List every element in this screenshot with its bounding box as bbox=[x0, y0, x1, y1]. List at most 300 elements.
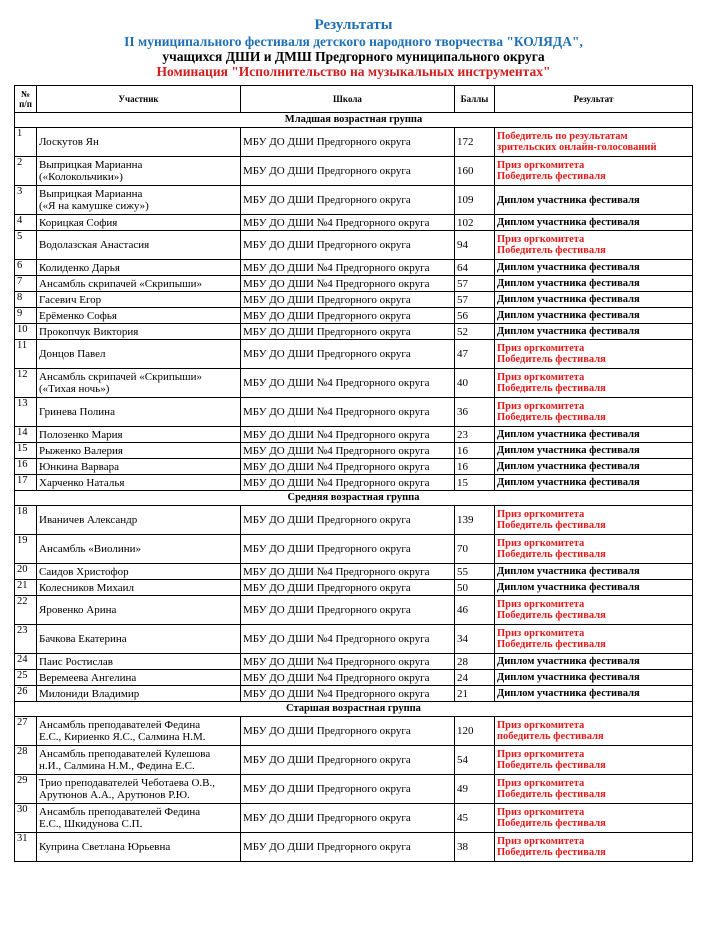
section-header-row bbox=[15, 113, 693, 128]
score-text: 49 bbox=[457, 783, 468, 795]
school-text: МБУ ДО ДШИ Предгорного округа bbox=[243, 841, 411, 853]
row-number-text: 31 bbox=[17, 833, 28, 844]
row-number bbox=[15, 369, 37, 398]
row-number-text: 26 bbox=[17, 686, 28, 697]
column-header-participant: Участник bbox=[37, 86, 241, 113]
participant-name-line: Е.С., Шкидунова С.П. bbox=[39, 818, 143, 830]
result-cell bbox=[495, 564, 693, 580]
result-cell bbox=[495, 654, 693, 670]
row-number bbox=[15, 625, 37, 654]
school-cell bbox=[241, 324, 455, 340]
score-text: 109 bbox=[457, 194, 474, 206]
school-text: МБУ ДО ДШИ №4 Предгорного округа bbox=[243, 565, 430, 578]
row-number bbox=[15, 775, 37, 804]
row-number bbox=[15, 186, 37, 215]
result-line: Диплом участника фестиваля bbox=[497, 656, 640, 667]
participant-name-line: Юнкина Варвара bbox=[39, 460, 119, 473]
school-text: МБУ ДО ДШИ Предгорного округа bbox=[243, 725, 411, 737]
result-line: Приз оргкомитета bbox=[497, 234, 585, 245]
participant-name-line: Арутюнов А.А., Арутюнов Р.Ю. bbox=[39, 789, 190, 801]
participant-name-line: Яровенко Арина bbox=[39, 604, 117, 616]
score-text: 21 bbox=[457, 687, 468, 700]
participant-name-line: Ансамбль преподавателей Федина bbox=[39, 806, 201, 818]
participant-cell bbox=[37, 276, 241, 292]
score-cell bbox=[455, 686, 495, 702]
score-text: 94 bbox=[457, 239, 468, 251]
score-text: 57 bbox=[457, 293, 468, 306]
school-cell bbox=[241, 308, 455, 324]
school-cell bbox=[241, 215, 455, 231]
participant-cell bbox=[37, 535, 241, 564]
school-cell bbox=[241, 746, 455, 775]
row-number-text: 15 bbox=[17, 443, 28, 454]
result-line: Победитель фестиваля bbox=[497, 412, 606, 423]
result-line: Победитель фестиваля bbox=[497, 549, 606, 560]
score-text: 70 bbox=[457, 543, 468, 555]
participant-name-line: Гринева Полина bbox=[39, 406, 115, 418]
result-cell bbox=[495, 596, 693, 625]
result-line: Диплом участника фестиваля bbox=[497, 688, 640, 699]
result-line: Победитель фестиваля bbox=[497, 245, 606, 256]
score-cell bbox=[455, 443, 495, 459]
result-line: Диплом участника фестиваля bbox=[497, 445, 640, 456]
score-cell bbox=[455, 804, 495, 833]
participant-cell bbox=[37, 324, 241, 340]
participant-name-line: Е.С., Кириенко Я.С., Салмина Н.М. bbox=[39, 731, 206, 743]
score-cell bbox=[455, 427, 495, 443]
score-text: 47 bbox=[457, 348, 468, 360]
participant-name-line: Куприна Светлана Юрьевна bbox=[39, 841, 171, 853]
column-header-number-line1: № bbox=[20, 89, 31, 99]
score-cell bbox=[455, 746, 495, 775]
school-cell bbox=[241, 535, 455, 564]
school-cell bbox=[241, 833, 455, 862]
table-row bbox=[15, 157, 693, 186]
score-cell bbox=[455, 128, 495, 157]
result-cell bbox=[495, 324, 693, 340]
score-cell bbox=[455, 564, 495, 580]
row-number bbox=[15, 535, 37, 564]
score-text: 57 bbox=[457, 277, 468, 290]
participant-cell bbox=[37, 564, 241, 580]
row-number bbox=[15, 746, 37, 775]
participant-cell bbox=[37, 717, 241, 746]
participant-cell bbox=[37, 804, 241, 833]
table-row bbox=[15, 625, 693, 654]
section-title: Младшая возрастная группа bbox=[15, 113, 693, 128]
participant-cell bbox=[37, 308, 241, 324]
table-row bbox=[15, 459, 693, 475]
row-number bbox=[15, 292, 37, 308]
table-row bbox=[15, 292, 693, 308]
result-line: Приз оргкомитета bbox=[497, 749, 585, 760]
result-cell bbox=[495, 443, 693, 459]
row-number-text: 18 bbox=[17, 506, 28, 517]
table-row bbox=[15, 475, 693, 491]
participant-name-line: Иваничев Александр bbox=[39, 514, 138, 526]
results-table bbox=[14, 85, 693, 862]
school-text: МБУ ДО ДШИ №4 Предгорного округа bbox=[243, 633, 430, 645]
row-number-text: 11 bbox=[17, 340, 28, 351]
table-row bbox=[15, 231, 693, 260]
row-number bbox=[15, 717, 37, 746]
participant-name-line: Ансамбль скрипачей «Скрипыши» bbox=[39, 277, 202, 290]
participant-name-line: («Тихая ночь») bbox=[39, 383, 110, 395]
table-row bbox=[15, 746, 693, 775]
result-line: Победитель по результатам bbox=[497, 131, 628, 142]
result-line: Диплом участника фестиваля bbox=[497, 310, 640, 321]
row-number-text: 20 bbox=[17, 564, 28, 575]
nomination-title: Номинация "Исполнительство на музыкальных инструментах" bbox=[156, 64, 551, 79]
school-text: МБУ ДО ДШИ Предгорного округа bbox=[243, 136, 411, 148]
row-number-text: 2 bbox=[17, 157, 23, 168]
participant-name-line: Колиденко Дарья bbox=[39, 261, 120, 274]
table-row bbox=[15, 215, 693, 231]
table-row bbox=[15, 276, 693, 292]
score-text: 50 bbox=[457, 581, 468, 594]
row-number-text: 3 bbox=[17, 186, 23, 197]
row-number-text: 17 bbox=[17, 475, 28, 486]
participant-cell bbox=[37, 292, 241, 308]
column-header-number bbox=[15, 86, 37, 113]
school-cell bbox=[241, 596, 455, 625]
school-text: МБУ ДО ДШИ №4 Предгорного округа bbox=[243, 671, 430, 684]
result-line: Приз оргкомитета bbox=[497, 160, 585, 171]
score-text: 28 bbox=[457, 655, 468, 668]
school-text: МБУ ДО ДШИ Предгорного округа bbox=[243, 783, 411, 795]
result-cell bbox=[495, 686, 693, 702]
result-line: Приз оргкомитета bbox=[497, 538, 585, 549]
school-text: МБУ ДО ДШИ №4 Предгорного округа bbox=[243, 687, 430, 700]
school-cell bbox=[241, 157, 455, 186]
result-line: Приз оргкомитета bbox=[497, 720, 585, 731]
table-row bbox=[15, 128, 693, 157]
result-cell bbox=[495, 340, 693, 369]
school-text: МБУ ДО ДШИ №4 Предгорного округа bbox=[243, 406, 430, 418]
row-number-text: 24 bbox=[17, 654, 28, 665]
school-cell bbox=[241, 128, 455, 157]
table-row bbox=[15, 506, 693, 535]
score-text: 64 bbox=[457, 261, 468, 274]
school-text: МБУ ДО ДШИ №4 Предгорного округа bbox=[243, 377, 430, 389]
row-number-text: 16 bbox=[17, 459, 28, 470]
participant-name-line: Рыженко Валерия bbox=[39, 444, 123, 457]
result-line: Победитель фестиваля bbox=[497, 610, 606, 621]
score-text: 16 bbox=[457, 460, 468, 473]
row-number-text: 10 bbox=[17, 324, 28, 335]
score-cell bbox=[455, 157, 495, 186]
participant-name-line: Выприцкая Марианна bbox=[39, 188, 143, 200]
participant-name-line: н.И., Салмина Н.М., Федина Е.С. bbox=[39, 760, 195, 772]
column-header-school: Школа bbox=[241, 86, 455, 113]
school-text: МБУ ДО ДШИ Предгорного округа bbox=[243, 812, 411, 824]
row-number bbox=[15, 231, 37, 260]
participant-name-line: Веремеева Ангелина bbox=[39, 671, 137, 684]
score-text: 54 bbox=[457, 754, 468, 766]
score-cell bbox=[455, 276, 495, 292]
score-text: 36 bbox=[457, 406, 468, 418]
school-cell bbox=[241, 459, 455, 475]
score-cell bbox=[455, 775, 495, 804]
school-text: МБУ ДО ДШИ Предгорного округа bbox=[243, 325, 411, 338]
score-text: 52 bbox=[457, 325, 468, 338]
table-row bbox=[15, 580, 693, 596]
row-number bbox=[15, 215, 37, 231]
row-number-text: 13 bbox=[17, 398, 28, 409]
school-cell bbox=[241, 686, 455, 702]
participant-name-line: Выприцкая Марианна bbox=[39, 159, 143, 171]
participant-cell bbox=[37, 260, 241, 276]
score-text: 46 bbox=[457, 604, 468, 616]
school-text: МБУ ДО ДШИ №4 Предгорного округа bbox=[243, 460, 430, 473]
row-number-text: 23 bbox=[17, 625, 28, 636]
participant-name-line: Гасевич Егор bbox=[39, 293, 102, 306]
result-cell bbox=[495, 625, 693, 654]
score-cell bbox=[455, 186, 495, 215]
school-cell bbox=[241, 625, 455, 654]
table-row bbox=[15, 654, 693, 670]
result-line: Приз оргкомитета bbox=[497, 628, 585, 639]
participant-cell bbox=[37, 580, 241, 596]
row-number-text: 1 bbox=[17, 128, 23, 139]
participant-name-line: Ерёменко Софья bbox=[39, 309, 117, 322]
school-cell bbox=[241, 564, 455, 580]
participant-cell bbox=[37, 625, 241, 654]
result-cell bbox=[495, 260, 693, 276]
school-text: МБУ ДО ДШИ №4 Предгорного округа bbox=[243, 216, 430, 229]
school-cell bbox=[241, 717, 455, 746]
participant-cell bbox=[37, 231, 241, 260]
result-cell bbox=[495, 670, 693, 686]
row-number bbox=[15, 564, 37, 580]
row-number bbox=[15, 654, 37, 670]
result-cell bbox=[495, 775, 693, 804]
row-number bbox=[15, 670, 37, 686]
score-text: 45 bbox=[457, 812, 468, 824]
result-cell bbox=[495, 231, 693, 260]
participant-cell bbox=[37, 833, 241, 862]
row-number bbox=[15, 443, 37, 459]
school-cell bbox=[241, 231, 455, 260]
score-text: 160 bbox=[457, 165, 474, 177]
row-number bbox=[15, 276, 37, 292]
participant-cell bbox=[37, 427, 241, 443]
score-text: 56 bbox=[457, 309, 468, 322]
participant-cell bbox=[37, 398, 241, 427]
row-number bbox=[15, 260, 37, 276]
row-number-text: 28 bbox=[17, 746, 28, 757]
row-number bbox=[15, 804, 37, 833]
score-text: 102 bbox=[457, 216, 474, 229]
participant-cell bbox=[37, 340, 241, 369]
participant-cell bbox=[37, 369, 241, 398]
row-number-text: 19 bbox=[17, 535, 28, 546]
participant-cell bbox=[37, 128, 241, 157]
table-row bbox=[15, 670, 693, 686]
table-row bbox=[15, 833, 693, 862]
result-line: Диплом участника фестиваля bbox=[497, 294, 640, 305]
row-number-text: 14 bbox=[17, 427, 28, 438]
school-cell bbox=[241, 804, 455, 833]
score-cell bbox=[455, 215, 495, 231]
school-cell bbox=[241, 443, 455, 459]
participant-name-line: Корицкая София bbox=[39, 216, 118, 229]
result-cell bbox=[495, 535, 693, 564]
result-line: Победитель фестиваля bbox=[497, 847, 606, 858]
school-cell bbox=[241, 398, 455, 427]
row-number-text: 30 bbox=[17, 804, 28, 815]
row-number bbox=[15, 340, 37, 369]
result-cell bbox=[495, 804, 693, 833]
participant-cell bbox=[37, 157, 241, 186]
score-text: 23 bbox=[457, 428, 468, 441]
participant-name-line: Колесников Михаил bbox=[39, 581, 134, 594]
score-cell bbox=[455, 475, 495, 491]
participant-name-line: («Я на камушке сижу») bbox=[39, 200, 149, 212]
row-number-text: 29 bbox=[17, 775, 28, 786]
result-cell bbox=[495, 506, 693, 535]
result-cell bbox=[495, 459, 693, 475]
table-row bbox=[15, 686, 693, 702]
school-text: МБУ ДО ДШИ Предгорного округа bbox=[243, 543, 411, 555]
table-row bbox=[15, 308, 693, 324]
result-line: Победитель фестиваля bbox=[497, 760, 606, 771]
result-cell bbox=[495, 717, 693, 746]
result-line: Приз оргкомитета bbox=[497, 778, 585, 789]
score-cell bbox=[455, 369, 495, 398]
result-line: Приз оргкомитета bbox=[497, 401, 585, 412]
result-line: Диплом участника фестиваля bbox=[497, 672, 640, 683]
row-number bbox=[15, 398, 37, 427]
participant-cell bbox=[37, 746, 241, 775]
score-text: 34 bbox=[457, 633, 468, 645]
participant-name-line: («Колокольчики») bbox=[39, 171, 123, 183]
row-number-text: 4 bbox=[17, 215, 23, 226]
school-text: МБУ ДО ДШИ №4 Предгорного округа bbox=[243, 655, 430, 668]
school-cell bbox=[241, 340, 455, 369]
table-row bbox=[15, 564, 693, 580]
table-row bbox=[15, 427, 693, 443]
participant-name-line: Прокопчук Виктория bbox=[39, 325, 139, 338]
score-cell bbox=[455, 260, 495, 276]
row-number bbox=[15, 475, 37, 491]
score-text: 40 bbox=[457, 377, 468, 389]
table-row bbox=[15, 775, 693, 804]
participant-name-line: Ансамбль скрипачей «Скрипыши» bbox=[39, 371, 202, 383]
result-line: Победитель фестиваля bbox=[497, 639, 606, 650]
school-cell bbox=[241, 186, 455, 215]
table-row bbox=[15, 804, 693, 833]
participant-cell bbox=[37, 775, 241, 804]
school-text: МБУ ДО ДШИ №4 Предгорного округа bbox=[243, 428, 430, 441]
row-number bbox=[15, 459, 37, 475]
result-line: Победитель фестиваля bbox=[497, 354, 606, 365]
score-text: 24 bbox=[457, 671, 468, 684]
row-number bbox=[15, 506, 37, 535]
row-number-text: 6 bbox=[17, 260, 23, 271]
table-row bbox=[15, 596, 693, 625]
school-text: МБУ ДО ДШИ Предгорного округа bbox=[243, 514, 411, 526]
row-number bbox=[15, 833, 37, 862]
result-line: Победитель фестиваля bbox=[497, 818, 606, 829]
result-line: Диплом участника фестиваля bbox=[497, 566, 640, 577]
result-line: Диплом участника фестиваля bbox=[497, 326, 640, 337]
row-number-text: 12 bbox=[17, 369, 28, 380]
row-number-text: 22 bbox=[17, 596, 28, 607]
result-line: Приз оргкомитета bbox=[497, 836, 585, 847]
participant-cell bbox=[37, 459, 241, 475]
participant-cell bbox=[37, 654, 241, 670]
school-cell bbox=[241, 260, 455, 276]
school-cell bbox=[241, 369, 455, 398]
column-header-score: Баллы bbox=[455, 86, 495, 113]
participant-name-line: Водолазская Анастасия bbox=[39, 239, 150, 251]
result-line: Победитель фестиваля bbox=[497, 383, 606, 394]
score-cell bbox=[455, 292, 495, 308]
school-cell bbox=[241, 775, 455, 804]
participant-name-line: Паис Ростислав bbox=[39, 655, 113, 668]
score-cell bbox=[455, 596, 495, 625]
result-cell bbox=[495, 475, 693, 491]
participant-name-line: Трио преподавателей Чеботаева О.В., bbox=[39, 777, 215, 789]
score-text: 55 bbox=[457, 565, 468, 578]
score-cell bbox=[455, 231, 495, 260]
participant-cell bbox=[37, 686, 241, 702]
school-text: МБУ ДО ДШИ №4 Предгорного округа bbox=[243, 277, 430, 290]
school-text: МБУ ДО ДШИ №4 Предгорного округа bbox=[243, 476, 430, 489]
participant-name-line: Лоскутов Ян bbox=[39, 136, 99, 148]
school-text: МБУ ДО ДШИ Предгорного округа bbox=[243, 165, 411, 177]
result-cell bbox=[495, 580, 693, 596]
row-number bbox=[15, 128, 37, 157]
participant-name-line: Ансамбль «Виолини» bbox=[39, 543, 141, 555]
row-number bbox=[15, 580, 37, 596]
participant-name-line: Донцов Павел bbox=[39, 348, 106, 360]
table-header-row bbox=[15, 86, 693, 113]
school-cell bbox=[241, 506, 455, 535]
school-text: МБУ ДО ДШИ Предгорного округа bbox=[243, 581, 411, 594]
result-cell bbox=[495, 292, 693, 308]
score-cell bbox=[455, 308, 495, 324]
result-line: Победитель фестиваля bbox=[497, 520, 606, 531]
result-line: Диплом участника фестиваля bbox=[497, 461, 640, 472]
result-cell bbox=[495, 833, 693, 862]
school-text: МБУ ДО ДШИ Предгорного округа bbox=[243, 754, 411, 766]
score-cell bbox=[455, 324, 495, 340]
row-number bbox=[15, 427, 37, 443]
school-text: МБУ ДО ДШИ Предгорного округа bbox=[243, 348, 411, 360]
page-title: Результаты bbox=[314, 17, 393, 33]
participant-name-line: Милониди Владимир bbox=[39, 687, 140, 700]
result-line: Приз оргкомитета bbox=[497, 372, 585, 383]
result-cell bbox=[495, 427, 693, 443]
row-number-text: 21 bbox=[17, 580, 28, 591]
result-line: зрительских онлайн-голосований bbox=[497, 142, 657, 153]
result-line: Победитель фестиваля bbox=[497, 171, 606, 182]
participant-cell bbox=[37, 443, 241, 459]
participant-cell bbox=[37, 506, 241, 535]
participant-name-line: Полозенко Мария bbox=[39, 428, 123, 441]
school-cell bbox=[241, 670, 455, 686]
school-text: МБУ ДО ДШИ №4 Предгорного округа bbox=[243, 444, 430, 457]
score-text: 172 bbox=[457, 136, 474, 148]
result-line: Приз оргкомитета bbox=[497, 343, 585, 354]
results-table-body bbox=[15, 113, 693, 862]
score-cell bbox=[455, 340, 495, 369]
table-row bbox=[15, 260, 693, 276]
participant-cell bbox=[37, 215, 241, 231]
school-text: МБУ ДО ДШИ №4 Предгорного округа bbox=[243, 261, 430, 274]
